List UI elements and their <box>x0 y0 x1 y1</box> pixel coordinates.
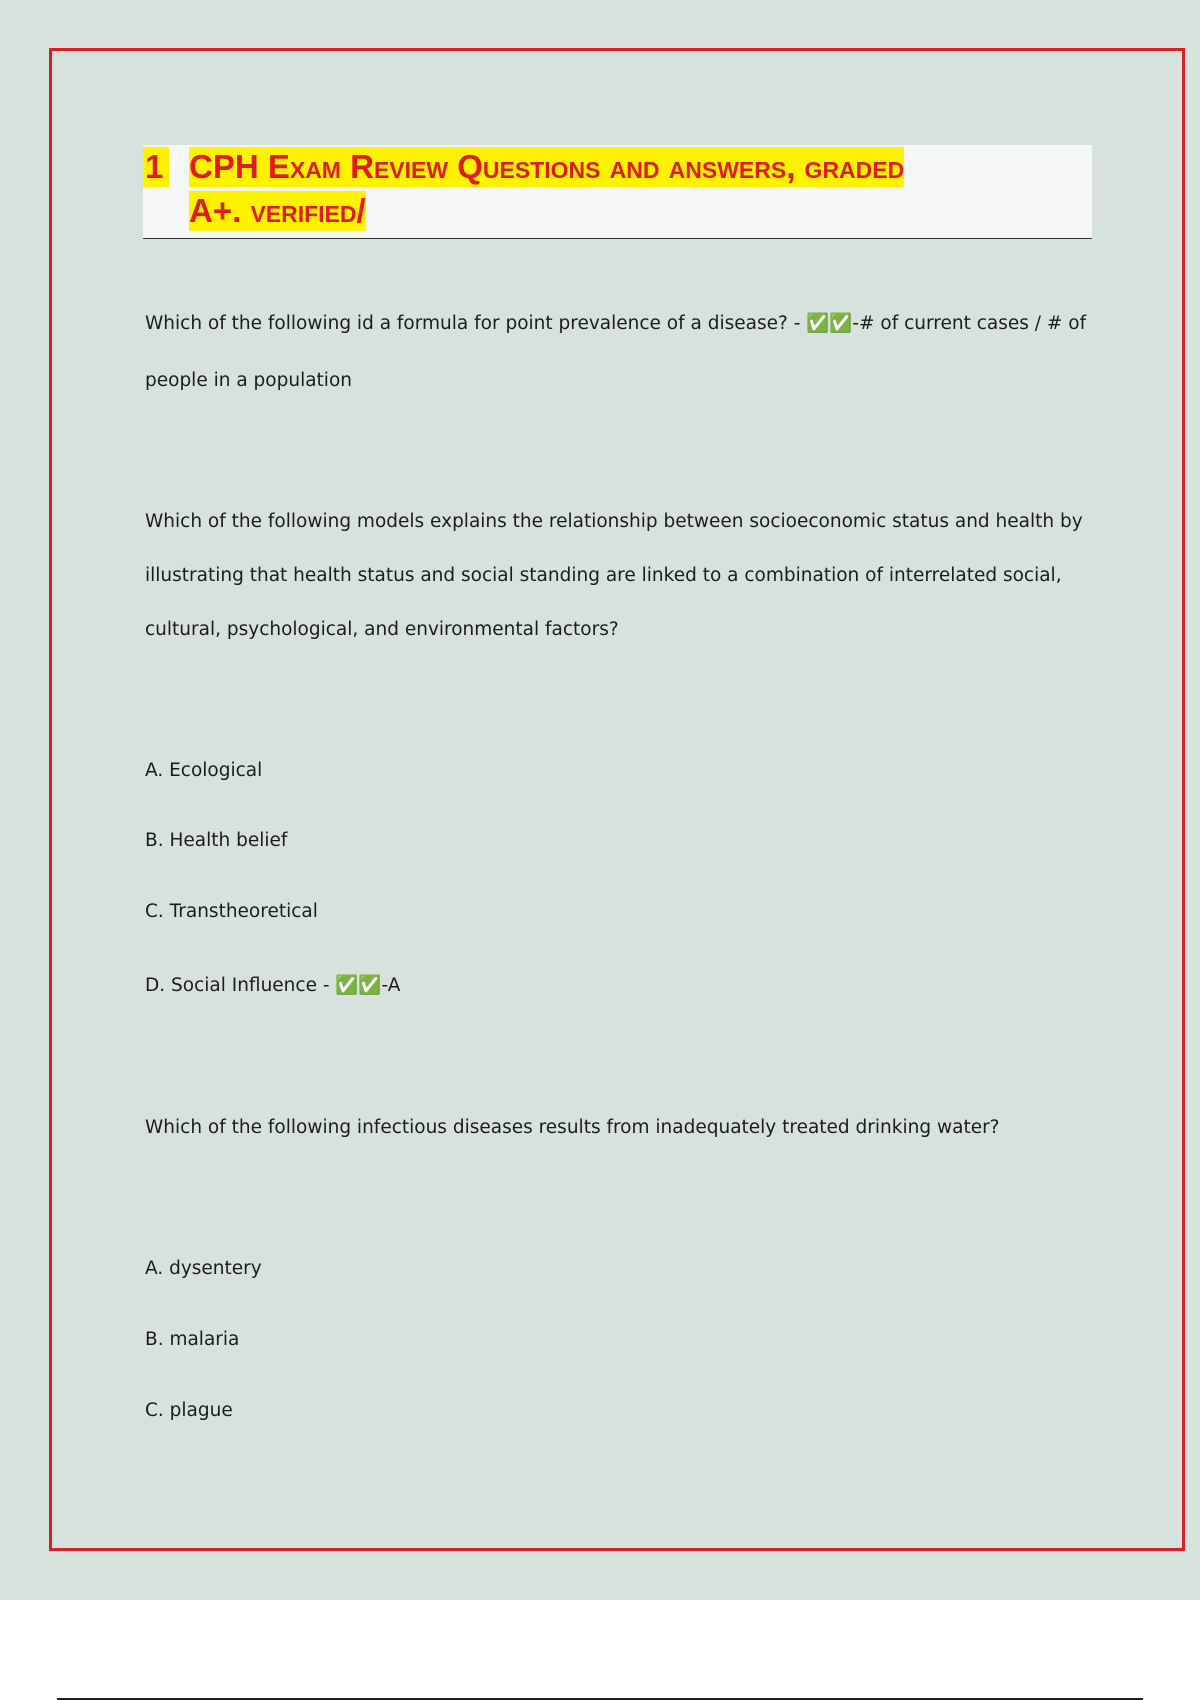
question-1-text-line-1: Which of the following id a formula for point prevalence of a disease? - ✅✅-# of current cases / # of <box>145 313 1087 334</box>
question-2-option-a: A. Ecological <box>145 760 263 781</box>
question-1-text-line-2: people in a population <box>145 370 352 391</box>
document-title-line-1: CPH Exam Review Questions and answers, graded <box>189 148 905 185</box>
question-2-option-c: C. Transtheoretical <box>145 901 318 922</box>
question-3-option-b: B. malaria <box>145 1329 240 1350</box>
document-title-line-2: A+. verified/ <box>189 192 366 229</box>
question-3-option-a: A. dysentery <box>145 1258 262 1279</box>
page-border <box>49 48 1185 1551</box>
question-2-text-line-3: cultural, psychological, and environmental factors? <box>145 619 619 640</box>
question-2-option-d-answer: D. Social Influence - ✅✅-A <box>145 975 401 996</box>
question-2-text-line-1: Which of the following models explains the relationship between socioeconomic status and health by <box>145 511 1083 532</box>
question-3-text-line-1: Which of the following infectious diseases results from inadequately treated drinking water? <box>145 1117 1000 1138</box>
question-3-option-c: C. plague <box>145 1400 233 1421</box>
question-2-option-b: B. Health belief <box>145 830 288 851</box>
question-2-text-line-2: illustrating that health status and social standing are linked to a combination of interrelated social, <box>145 565 1062 586</box>
heading-number: 1 <box>143 147 169 187</box>
